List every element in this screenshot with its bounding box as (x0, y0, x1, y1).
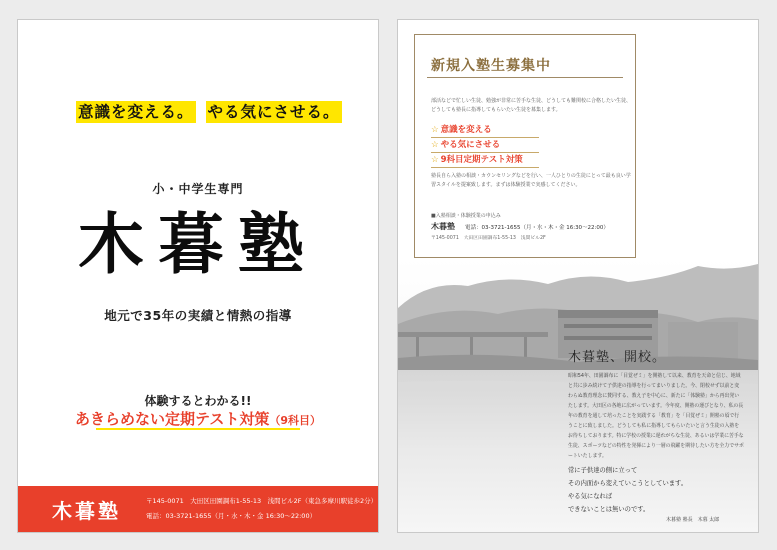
experience-text: 体験するとわかる!! (144, 394, 252, 408)
offer-underline (96, 428, 300, 430)
recruit-divider (427, 77, 623, 78)
opening-title: 木暮塾、開校。 (568, 350, 667, 365)
feature-item (431, 123, 539, 138)
tagline: 地元で35年の実績と情熱の指導 (104, 308, 292, 323)
closing-line: できないことは無いのです。 (568, 506, 650, 513)
recruit-description-2: 塾長自ら入塾の相談・カウンセリングなどを行い、一人ひとりの生徒にとって最も良い学習スタイルを提案致します。まずは体験授業で実感してください。 (431, 173, 631, 188)
footer-phone: 電話：03-3721-1655（月・水・木・金 16:30〜22:00） (146, 512, 317, 520)
signature: 木暮塾 塾長 木暮 太郎 (666, 517, 720, 523)
footer-bar (18, 486, 378, 532)
main-offer-paren: （9科目） (269, 414, 322, 427)
school-subtitle: 小・中学生専門 (152, 182, 244, 196)
star-icon: ☆ (431, 155, 439, 165)
front-cover-page (18, 20, 378, 532)
closing-line: やる気になれば (568, 493, 613, 500)
feature-underline (431, 167, 539, 168)
slogan-1: 意識を変える。 (78, 103, 194, 121)
feature-item (431, 138, 539, 153)
star-icon: ☆ (431, 140, 439, 150)
feature-list (431, 123, 539, 168)
contact-phone: 電話：03-3721-1655（月・水・木・金 16:30〜22:00） (465, 225, 609, 231)
feature-label: 意識を変える (440, 125, 492, 135)
closing-line: 常に子供達の側に立って (568, 467, 638, 474)
recruitment-box (414, 34, 636, 258)
feature-label: やる気にさせる (440, 140, 501, 150)
main-offer (18, 408, 378, 429)
feature-item (431, 153, 539, 168)
contact-address: 〒145-0071 大田区田園調布1-55-13 浅間ビル2F (431, 236, 546, 241)
closing-message (568, 464, 687, 516)
opening-body: 昭和54年、田園調布に「目覚ぜミ」を開塾して以来、教育を天命と信じ、地域と共に歩み続けて子供達の指導を行ってまいりました。今、閉校せず以前と変わらぬ教育理念に賛同する、教え子を中心に、新たに「体験塾」から再出発いたします。大田区の各地に広がっています。今年度、開塾の運びとなり、私の長年の教育を通して培ったことを実践する「教育」を「目覚ぜミ」開塾の頃で行うことに致しました。どうしても私に指導してもらいたいと言う生徒の入塾をお待ちしております。特に学校の授業に遅れがちな生徒、あるいは学業に苦手な生徒、スポーツなどの特性を発揮により一層の飛躍を期待したい方を全力でサポートいたします。 (568, 373, 744, 459)
main-offer-text: あきらめない定期テスト対策 (74, 410, 270, 428)
footer-logo: 木暮塾 (52, 499, 121, 523)
slogan-2: やる気にさせる。 (207, 103, 340, 121)
slogan-bar (76, 101, 342, 123)
contact-logo: 木暮塾 (431, 221, 455, 231)
recruit-title: 新規入塾生募集中 (431, 58, 551, 74)
feature-label: 9科目定期テスト対策 (440, 155, 523, 165)
footer-address: 〒145-0071 大田区田園調布1-55-13 浅間ビル2F（東急多摩川駅徒歩2分） (146, 497, 378, 505)
recruit-description: 部活などで忙しい生徒、勉強が非常に苦手な生徒、どうしても難関校に合格したい生徒、どうしても塾長に指導してもらいたい生徒を募集します。 (431, 98, 632, 113)
closing-line: その内面から変えていこうとしています。 (568, 480, 688, 487)
back-page (398, 20, 758, 532)
contact-label: ■入塾相談・体験授業の申込み (431, 213, 501, 219)
star-icon: ☆ (431, 125, 439, 135)
school-logo: 木暮塾 (78, 205, 318, 283)
